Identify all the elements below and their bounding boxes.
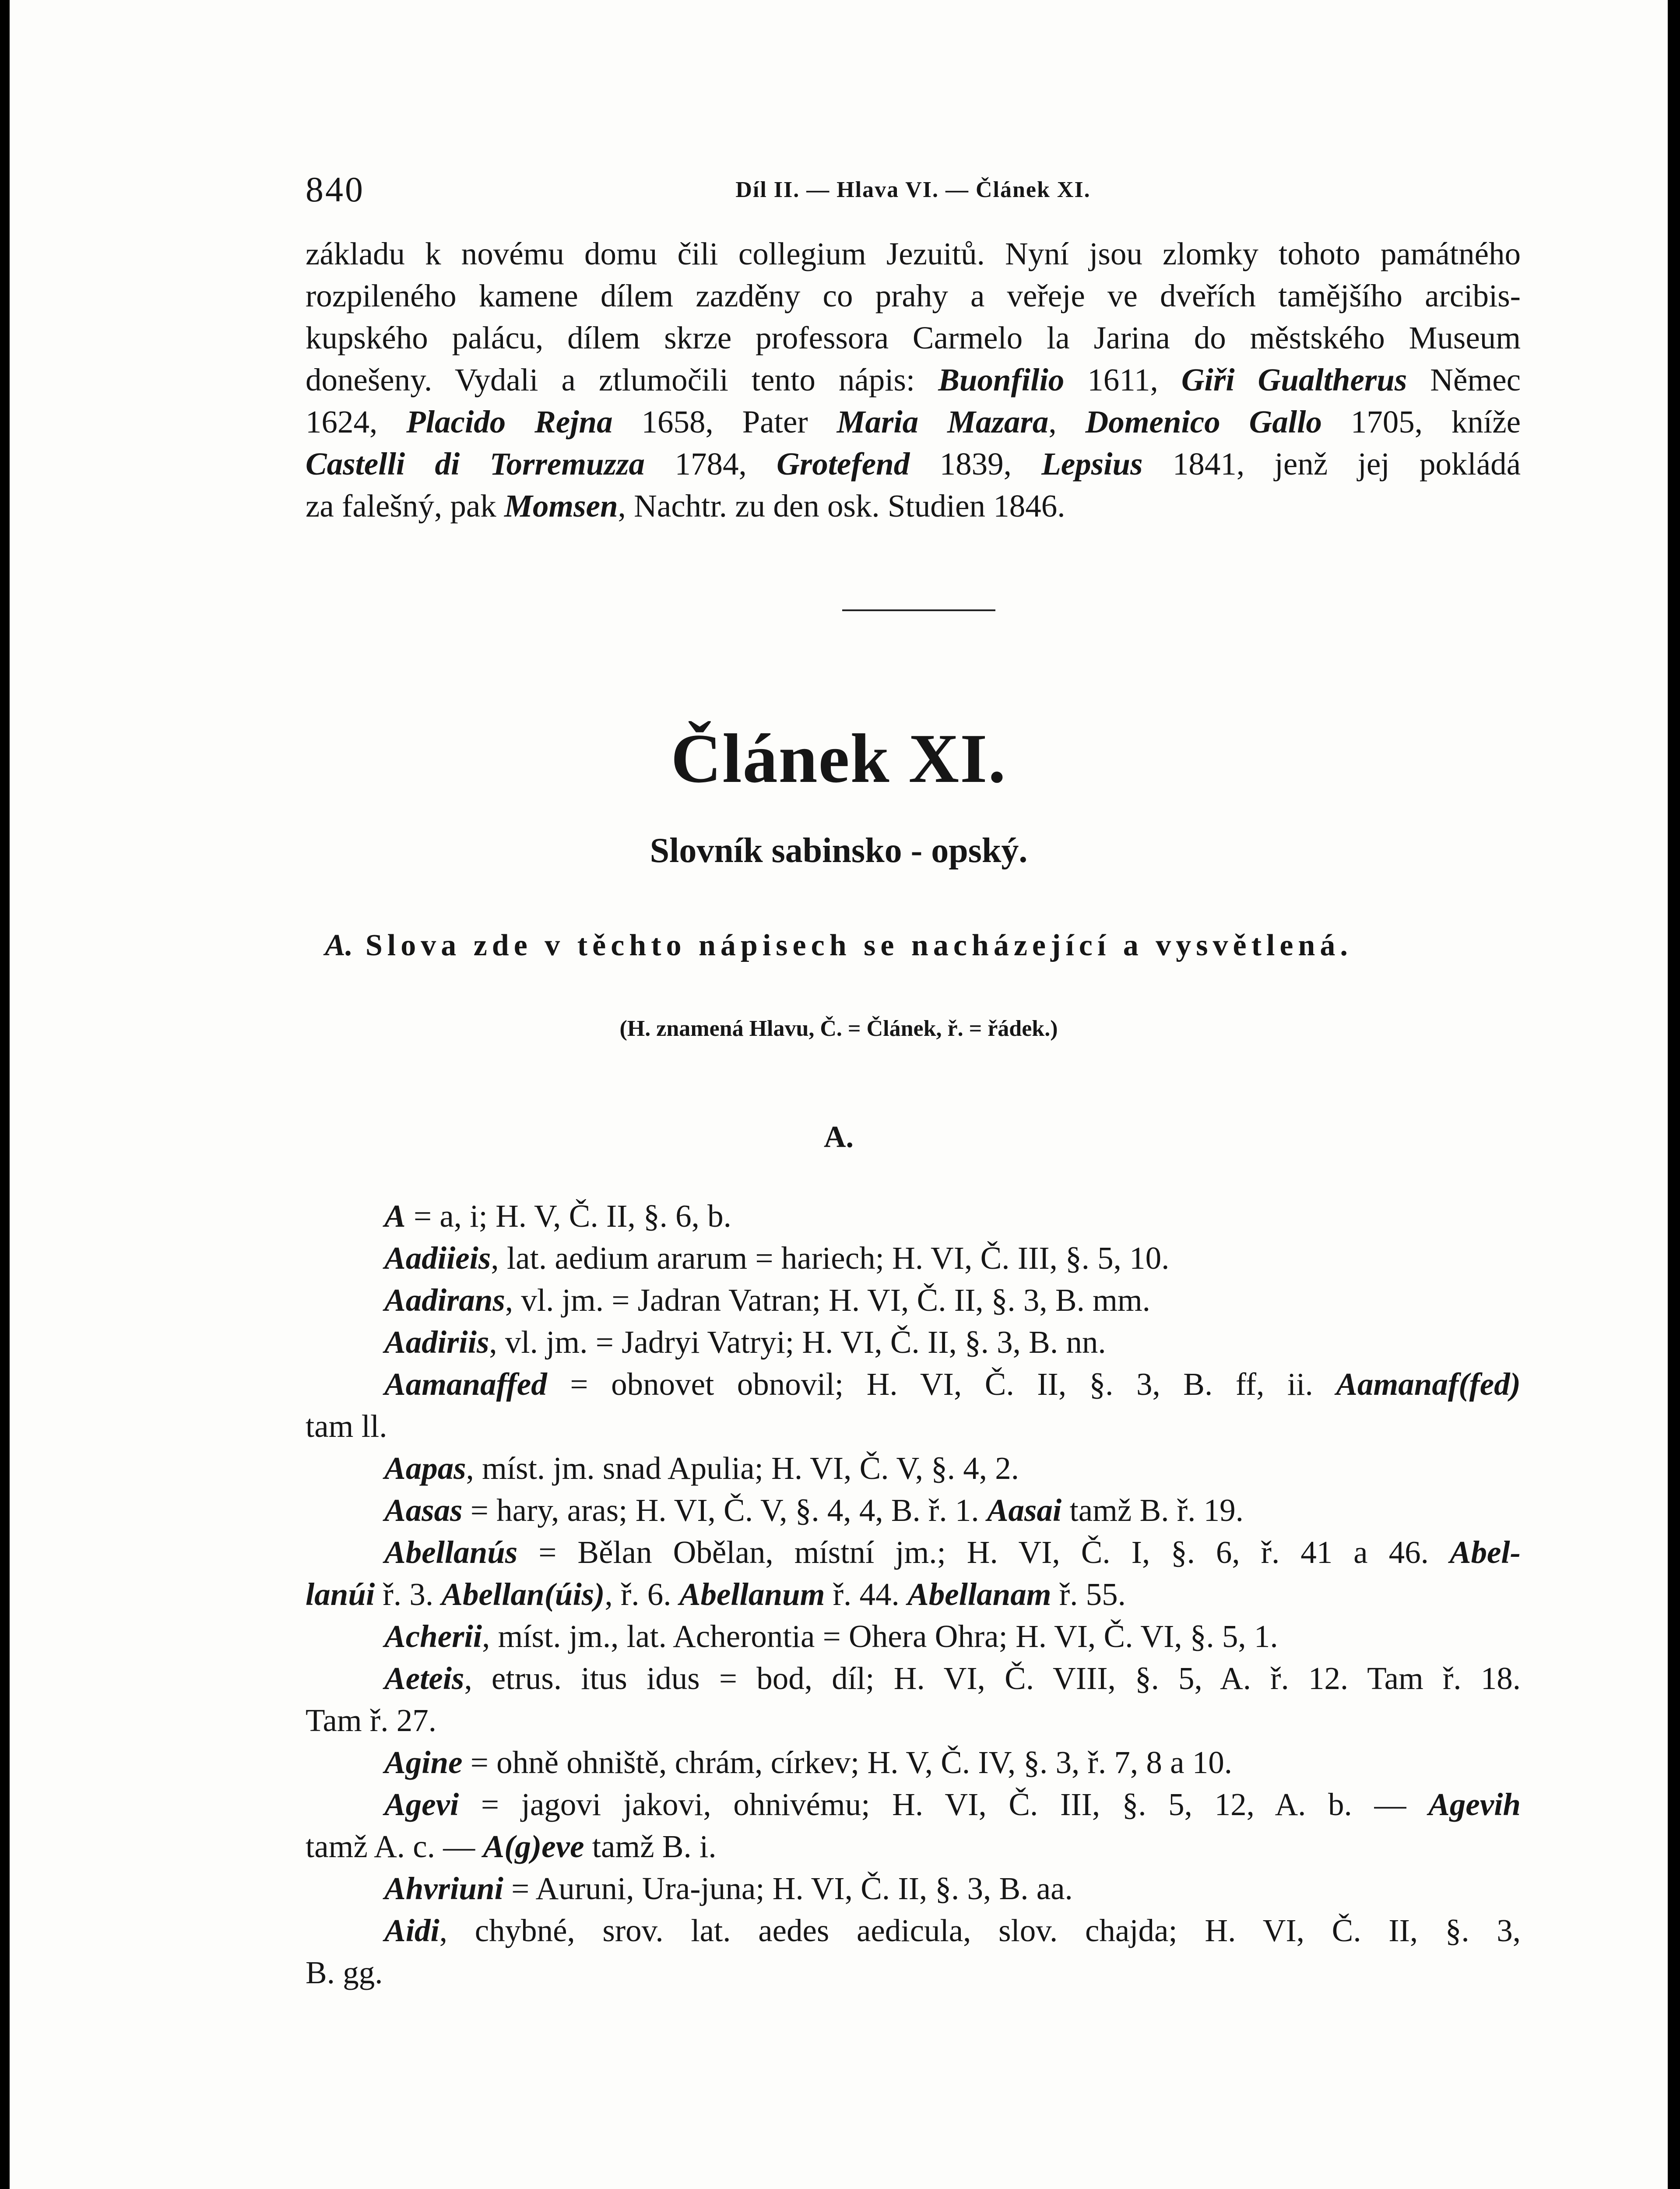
text-run: tam ll. (306, 1408, 387, 1444)
running-title: Díl II. — Hlava VI. — Článek XI. (735, 177, 1091, 202)
text-line (306, 1363, 1521, 1405)
dictionary-entry (306, 1784, 1521, 1868)
text-run: = a, i; H. V, Č. II, §. 6, b. (405, 1198, 731, 1234)
dictionary-entry (306, 1658, 1521, 1742)
dictionary-entry (306, 1489, 1521, 1531)
dictionary-entry (306, 1363, 1521, 1447)
entry-headword: Aadiieis (384, 1240, 491, 1276)
dictionary-entry (306, 1279, 1521, 1321)
section-divider (842, 609, 995, 611)
text-run: = obnovet obnovil; H. VI, Č. II, §. 3, B. ff, ii. (547, 1366, 1336, 1402)
entry-headword: Aapas (384, 1450, 466, 1486)
italic-term: Aasai (987, 1492, 1062, 1528)
text-line (306, 1321, 1521, 1363)
book-page (10, 0, 1668, 2189)
text-line (306, 233, 1521, 275)
abbreviation-note: (H. znamená Hlavu, Č. = Článek, ř. = řádek.) (619, 1016, 1058, 1041)
text-line (306, 275, 1521, 317)
entry-headword: Aadirans (384, 1282, 505, 1318)
italic-term: Grotefend (777, 446, 910, 482)
section-letter: A. (325, 929, 353, 962)
entry-headword: Aadiriis (384, 1324, 489, 1360)
italic-term: Buonfilio (938, 362, 1065, 398)
text-run: = Auruni, Ura-juna; H. VI, Č. II, §. 3, B. aa. (503, 1871, 1073, 1906)
text-line (306, 1784, 1521, 1826)
entry-headword: Aeteis (384, 1661, 464, 1696)
text-run: 1658, Pater (612, 404, 837, 440)
text-line (306, 1531, 1521, 1573)
article-subtitle: Slovník sabinsko - opský. (650, 831, 1028, 870)
dictionary-entries (306, 1195, 1521, 1994)
text-run: ř. 3. (375, 1577, 442, 1612)
text-run: 1705, kníže (1322, 404, 1521, 440)
text-line (306, 359, 1521, 401)
text-line (306, 401, 1521, 443)
dictionary-entry (306, 1531, 1521, 1615)
text-line (306, 1826, 1521, 1868)
italic-term: Lepsius (1041, 446, 1143, 482)
italic-term: Giři Gualtherus (1181, 362, 1407, 398)
text-line (306, 317, 1521, 359)
text-run: kupského palácu, dílem skrze professora Carmelo la Jarina do městského Museum (306, 320, 1521, 355)
page-number: 840 (306, 169, 365, 209)
text-line (306, 1952, 1521, 1994)
italic-term: Maria Mazara (836, 404, 1049, 440)
text-run: = hary, aras; H. VI, Č. V, §. 4, 4, B. ř. 1. (462, 1492, 987, 1528)
text-line (306, 1658, 1521, 1700)
text-line (306, 1700, 1521, 1742)
italic-term: A(g)eve (483, 1829, 584, 1864)
text-line (306, 443, 1521, 485)
running-head (306, 169, 1521, 213)
letter-heading: A. (823, 1120, 854, 1154)
dictionary-entry (306, 1237, 1521, 1279)
text-run: , vl. jm. = Jadryi Vatryi; H. VI, Č. II, §. 3, B. nn. (489, 1324, 1106, 1360)
text-line (306, 1910, 1521, 1952)
text-run: 1841, jenž jej pokládá (1142, 446, 1521, 482)
italic-term: Momsen (504, 488, 618, 524)
text-run: , míst. jm., lat. Acherontia = Ohera Ohra; H. VI, Č. VI, §. 5, 1. (482, 1619, 1278, 1654)
text-run: , lat. aedium ararum = hariech; H. VI, Č. III, §. 5, 10. (491, 1240, 1170, 1276)
italic-term: Castelli di Torremuzza (306, 446, 645, 482)
text-run: tamž B. i. (584, 1829, 717, 1864)
entry-headword: A (384, 1198, 406, 1234)
entry-headword: Aasas (384, 1492, 463, 1528)
text-run: 1839, (910, 446, 1042, 482)
text-run: , míst. jm. snad Apulia; H. VI, Č. V, §. 4, 2. (466, 1450, 1019, 1486)
entry-headword: Abellanús (384, 1534, 518, 1570)
text-run: = jagovi jakovi, ohnivému; H. VI, Č. III, §. 5, 12, A. b. — (459, 1787, 1429, 1822)
text-line (306, 485, 1521, 527)
article-title: Článek XI. (671, 719, 1007, 797)
dictionary-entry (306, 1195, 1521, 1237)
text-run: 1784, (645, 446, 777, 482)
dictionary-entry (306, 1615, 1521, 1658)
text-run: , chybné, srov. lat. aedes aedicula, slov. chajda; H. VI, Č. II, §. 3, (439, 1913, 1521, 1948)
dictionary-entry (306, 1742, 1521, 1784)
entry-headword: Ahvriuni (384, 1871, 503, 1906)
dictionary-entry (306, 1868, 1521, 1910)
text-run: 1611, (1064, 362, 1181, 398)
text-run: , Nachtr. zu den osk. Studien 1846. (618, 488, 1065, 524)
entry-headword: Acherii (384, 1619, 482, 1654)
entry-headword: Agevi (384, 1787, 459, 1822)
dictionary-entry (306, 1910, 1521, 1994)
text-line (306, 1489, 1521, 1531)
dictionary-entry (306, 1447, 1521, 1489)
text-run: Němec (1407, 362, 1521, 398)
text-run: ř. 55. (1051, 1577, 1126, 1612)
text-line (306, 1237, 1521, 1279)
text-run: , vl. jm. = Jadran Vatran; H. VI, Č. II, §. 3, B. mm. (505, 1282, 1150, 1318)
text-line (306, 1742, 1521, 1784)
entry-headword: Agine (384, 1745, 463, 1780)
text-run: rozpileného kamene dílem zazděny co prahy a veřeje ve dveřích tamějšího arcibis- (306, 278, 1521, 313)
section-heading (10, 928, 1668, 963)
text-line (306, 1405, 1521, 1447)
dictionary-entry (306, 1321, 1521, 1363)
text-line (306, 1868, 1521, 1910)
text-line (306, 1447, 1521, 1489)
text-line (306, 1615, 1521, 1658)
italic-term: Agevih (1428, 1787, 1521, 1822)
text-line (306, 1279, 1521, 1321)
italic-term: Aamanaf(fed) (1336, 1366, 1521, 1402)
text-run: , (1048, 404, 1086, 440)
entry-headword: Aamanaffed (384, 1366, 547, 1402)
italic-term: Abel- (1449, 1534, 1521, 1570)
text-line (306, 1573, 1521, 1615)
text-run: za falešný, pak (306, 488, 505, 524)
text-line (306, 1195, 1521, 1237)
italic-term: Abellanum (679, 1577, 825, 1612)
italic-term: Abellanam (907, 1577, 1051, 1612)
text-run: tamž B. ř. 19. (1061, 1492, 1244, 1528)
italic-term: Placido Rejna (406, 404, 613, 440)
text-run: tamž A. c. — (306, 1829, 483, 1864)
text-run: , ř. 6. (605, 1577, 679, 1612)
intro-paragraph (306, 233, 1521, 527)
text-run: 1624, (306, 404, 407, 440)
italic-term: lanúi (306, 1577, 375, 1612)
italic-term: Abellan(úis) (441, 1577, 605, 1612)
section-text: Slova zde v těchto nápisech se nacházející a vysvětlená. (365, 929, 1353, 962)
text-run: = ohně ohniště, chrám, církev; H. V, Č. IV, §. 3, ř. 7, 8 a 10. (462, 1745, 1232, 1780)
entry-headword: Aidi (384, 1913, 439, 1948)
text-run: B. gg. (306, 1955, 383, 1990)
text-run: Tam ř. 27. (306, 1703, 436, 1738)
text-run: donešeny. Vydali a ztlumočili tento nápis: (306, 362, 938, 398)
italic-term: Domenico Gallo (1085, 404, 1322, 440)
text-run: základu k novému domu čili collegium Jezuitů. Nyní jsou zlomky tohoto památného (306, 236, 1521, 271)
text-run: ř. 44. (825, 1577, 908, 1612)
text-run: = Bělan Obělan, místní jm.; H. VI, Č. I, §. 6, ř. 41 a 46. (517, 1534, 1450, 1570)
text-run: , etrus. itus idus = bod, díl; H. VI, Č. VIII, §. 5, A. ř. 12. Tam ř. 18. (464, 1661, 1521, 1696)
